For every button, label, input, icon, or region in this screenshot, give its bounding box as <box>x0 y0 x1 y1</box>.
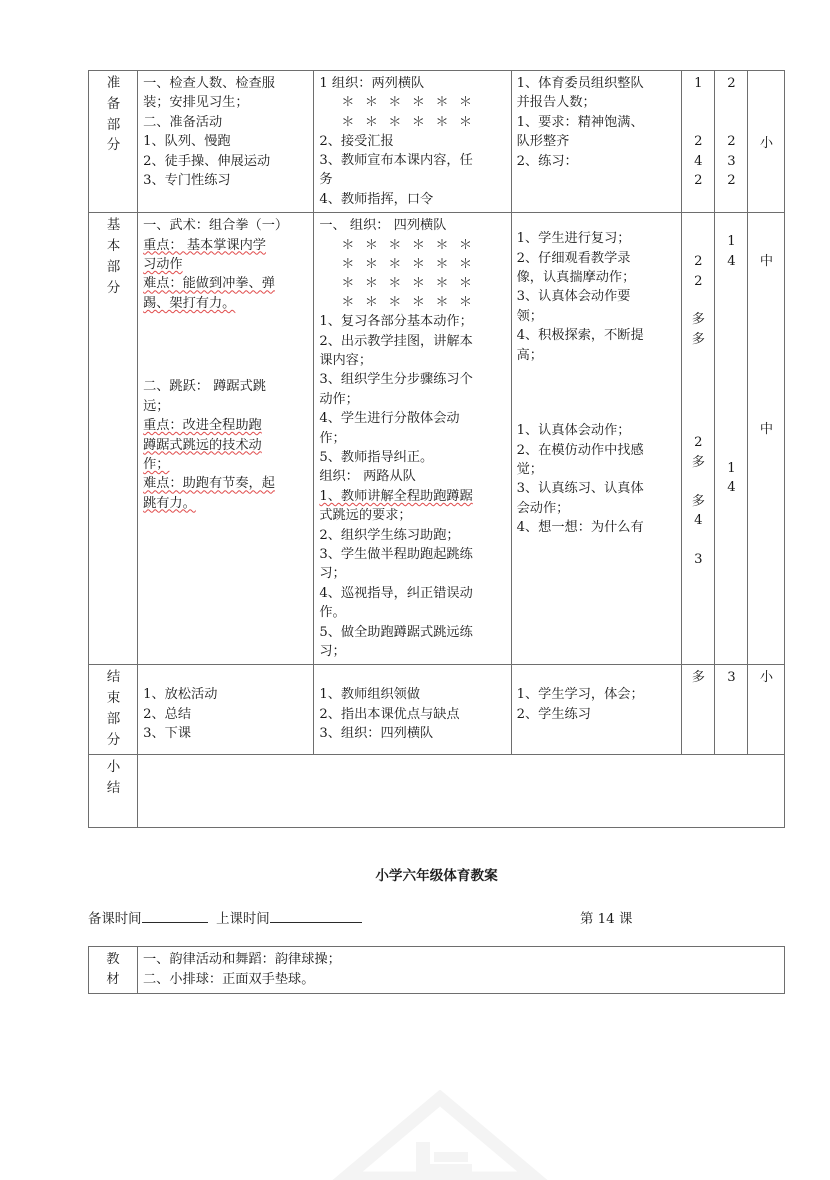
req-line: 1、学生学习，体会； <box>516 687 644 703</box>
org-line: 3、组织学生分步骤练习个 <box>319 372 473 388</box>
phase-label-preparation <box>89 71 138 213</box>
phase-char: 结 <box>106 781 121 797</box>
page-title: 小学六年级体育教案 <box>375 868 498 885</box>
time-value: 2 <box>694 173 703 189</box>
time-value: 2 <box>694 435 703 451</box>
lesson-number: 第 14 课 <box>580 912 633 928</box>
organization-cell-closing <box>314 665 511 755</box>
content-line: 二、跳跃： 蹲踞式跳 <box>143 379 266 395</box>
material-label-char: 材 <box>106 972 120 988</box>
intensity-value: 中 <box>759 254 774 270</box>
content-line: 作； <box>143 456 170 472</box>
time-value: 4 <box>694 153 703 169</box>
class-time-blank[interactable] <box>270 922 362 923</box>
intensity-cell-preparation <box>747 71 784 213</box>
count-value: 1 <box>727 234 736 250</box>
req-line: 2、练习： <box>516 153 578 169</box>
req-line: 觉； <box>516 461 543 477</box>
count-value: 4 <box>727 480 736 496</box>
phase-label-summary <box>89 755 138 828</box>
phase-char: 基 <box>106 218 121 234</box>
material-table <box>88 946 785 994</box>
req-line: 4、积极探索，不断提 <box>516 328 644 344</box>
phase-char: 准 <box>106 76 121 91</box>
formation-row: ＊ ＊ ＊ ＊ ＊ ＊ <box>341 294 476 310</box>
req-line: 并报告人数； <box>516 95 596 111</box>
formation-row: ＊ ＊ ＊ ＊ ＊ ＊ <box>341 95 476 111</box>
org-line: 1、复习各部分基本动作； <box>319 314 473 330</box>
time-value: 3 <box>694 551 703 567</box>
content-line: 难点：能做到冲拳、弹 <box>143 276 275 292</box>
org-line: 作； <box>319 430 346 446</box>
org-line: 一、 组织： 四列横队 <box>319 218 447 234</box>
intensity-cell-closing <box>747 665 784 755</box>
content-line: 装；安排见习生； <box>143 95 249 111</box>
class-time-label: 上课时间 <box>216 912 270 928</box>
time-value: 4 <box>694 512 703 528</box>
organization-cell-preparation <box>314 71 511 213</box>
org-line: 式跳远的要求； <box>319 508 412 524</box>
org-line: 2、接受汇报 <box>319 133 394 149</box>
org-line: 2、指出本课优点与缺点 <box>319 706 460 722</box>
content-line: 1、放松活动 <box>143 687 218 703</box>
time-value: 多 <box>691 670 705 686</box>
org-line: 4、学生进行分散体会动 <box>319 411 460 427</box>
req-line: 2、在模仿动作中找感 <box>516 442 644 458</box>
organization-cell-main <box>314 213 511 665</box>
material-row <box>89 947 785 994</box>
lesson-plan-sheet <box>88 70 785 994</box>
content-line: 重点： 基本掌课内学 <box>143 237 266 253</box>
req-line: 1、认真体会动作； <box>516 423 631 439</box>
org-line: 3、教师宣布本课内容，任 <box>319 153 473 169</box>
time-value: 多 <box>691 312 705 328</box>
count-value: 2 <box>727 134 736 150</box>
org-line: 2、组织学生练习助跑； <box>319 527 460 543</box>
time-value: 多 <box>691 331 705 347</box>
content-line: 一、检查人数、检查服 <box>143 76 275 91</box>
count-column-main <box>714 213 747 665</box>
count-value: 4 <box>727 253 736 269</box>
time-value: 多 <box>691 454 705 470</box>
prep-time-label: 备课时间 <box>88 912 142 928</box>
org-line: 作。 <box>319 605 346 621</box>
time-column-preparation <box>681 71 714 213</box>
phase-label-closing <box>89 665 138 755</box>
org-line: 习； <box>319 566 346 582</box>
time-column-main <box>681 213 714 665</box>
time-value: 2 <box>694 254 703 270</box>
org-line: 4、巡视指导，纠正错误动 <box>319 585 473 601</box>
phase-char: 分 <box>106 280 121 296</box>
prep-time-blank[interactable] <box>142 922 208 923</box>
phase-char: 部 <box>106 711 121 727</box>
requirements-cell-preparation <box>511 71 681 213</box>
content-line: 3、专门性练习 <box>143 173 231 189</box>
content-line: 2、总结 <box>143 706 192 722</box>
content-line: 一、武术：组合拳（一） <box>143 218 289 234</box>
count-value: 2 <box>727 76 736 91</box>
content-line: 2、徒手操、伸展运动 <box>143 153 271 169</box>
org-line: 习； <box>319 644 346 659</box>
content-line: 跳有力。 <box>143 495 196 511</box>
req-line: 高； <box>516 347 543 363</box>
content-line: 蹲踞式跳远的技术动 <box>143 437 262 453</box>
content-line: 远； <box>143 398 170 414</box>
intensity-value: 小 <box>759 136 774 151</box>
summary-cell[interactable] <box>138 755 785 828</box>
org-line: 2、出示教学挂图，讲解本 <box>319 333 473 349</box>
content-line: 3、下课 <box>143 726 192 742</box>
time-value: 2 <box>694 134 703 150</box>
background-watermark <box>330 1090 550 1180</box>
formation-row: ＊ ＊ ＊ ＊ ＊ ＊ <box>341 275 476 291</box>
formation-row: ＊ ＊ ＊ ＊ ＊ ＊ <box>341 237 476 253</box>
phase-label-main <box>89 213 138 665</box>
req-line: 2、学生练习 <box>516 706 591 722</box>
content-line: 难点：助跑有节奏，起 <box>143 476 275 492</box>
phase-char: 束 <box>106 691 121 707</box>
material-line: 二、小排球：正面双手垫球。 <box>143 972 315 988</box>
count-value: 2 <box>727 173 736 189</box>
content-line: 踢、架打有力。 <box>143 295 236 311</box>
org-line: 1、教师组织领做 <box>319 687 421 703</box>
material-line: 一、韵律活动和舞蹈：韵律球操； <box>143 952 341 968</box>
intensity-value: 中 <box>759 421 774 437</box>
org-line: 3、组织：四列横队 <box>319 726 434 742</box>
requirements-cell-closing <box>511 665 681 755</box>
time-value: 1 <box>694 76 703 91</box>
req-line: 会动作； <box>516 500 570 516</box>
material-label-char: 教 <box>106 952 120 968</box>
req-line: 3、认真体会动作要 <box>516 289 631 305</box>
org-line: 3、学生做半程助跑起跳练 <box>319 546 473 562</box>
count-column-preparation <box>714 71 747 213</box>
phase-char: 部 <box>106 259 121 275</box>
content-line: 1、队列、慢跑 <box>143 134 231 150</box>
phase-char: 小 <box>106 760 121 776</box>
phase-char: 备 <box>106 96 121 112</box>
org-line: 5、做全助跑蹲踞式跳远练 <box>319 624 473 640</box>
count-column-closing <box>714 665 747 755</box>
lesson-plan-table <box>88 70 785 828</box>
org-line: 1 组织：两列横队 <box>319 76 425 91</box>
formation-row: ＊ ＊ ＊ ＊ ＊ ＊ <box>341 114 476 130</box>
intensity-cell-main <box>747 213 784 665</box>
meta-dates <box>88 908 362 927</box>
material-content <box>138 947 785 994</box>
org-line: 5、教师指导纠正。 <box>319 449 434 465</box>
phase-char: 本 <box>106 239 121 255</box>
req-line: 像，认真揣摩动作； <box>516 270 636 286</box>
org-line: 4、教师指挥，口令 <box>319 191 434 207</box>
phase-char: 结 <box>106 670 121 686</box>
req-line: 3、认真练习、认真体 <box>516 481 644 497</box>
intensity-value: 小 <box>759 670 774 686</box>
req-line: 1、体育委员组织整队 <box>516 76 644 91</box>
req-line: 领； <box>516 308 543 324</box>
content-cell-main <box>138 213 314 665</box>
phase-char: 分 <box>106 138 121 154</box>
req-line: 1、学生进行复习； <box>516 231 631 247</box>
table-row-preparation <box>89 71 785 213</box>
content-line: 重点：改进全程助跑 <box>143 418 262 434</box>
req-line: 2、仔细观看教学录 <box>516 250 631 266</box>
org-line: 动作； <box>319 391 359 407</box>
phase-char: 部 <box>106 117 121 133</box>
time-value: 2 <box>694 273 703 289</box>
content-cell-preparation <box>138 71 314 213</box>
content-line: 二、准备活动 <box>143 114 223 130</box>
requirements-cell-main <box>511 213 681 665</box>
org-line: 1、教师讲解全程助跑蹲踞 <box>319 488 473 504</box>
org-line: 组织： 两路从队 <box>319 469 416 485</box>
count-value: 3 <box>727 670 736 686</box>
title-meta-block <box>88 828 785 946</box>
count-value: 3 <box>727 153 736 169</box>
req-line: 1、要求：精神饱满、 <box>516 114 644 130</box>
content-line: 习动作 <box>143 257 183 273</box>
time-value: 多 <box>691 493 705 509</box>
material-label <box>89 947 138 994</box>
org-line: 务 <box>319 172 333 188</box>
formation-row: ＊ ＊ ＊ ＊ ＊ ＊ <box>341 256 476 272</box>
table-row-summary <box>89 755 785 828</box>
phase-char: 分 <box>106 732 121 748</box>
count-value: 1 <box>727 461 736 477</box>
table-row-main <box>89 213 785 665</box>
time-column-closing <box>681 665 714 755</box>
org-line: 课内容； <box>319 352 373 368</box>
req-line: 队形整齐 <box>516 134 570 150</box>
req-line: 4、想一想：为什么有 <box>516 520 644 536</box>
table-row-closing <box>89 665 785 755</box>
content-cell-closing <box>138 665 314 755</box>
